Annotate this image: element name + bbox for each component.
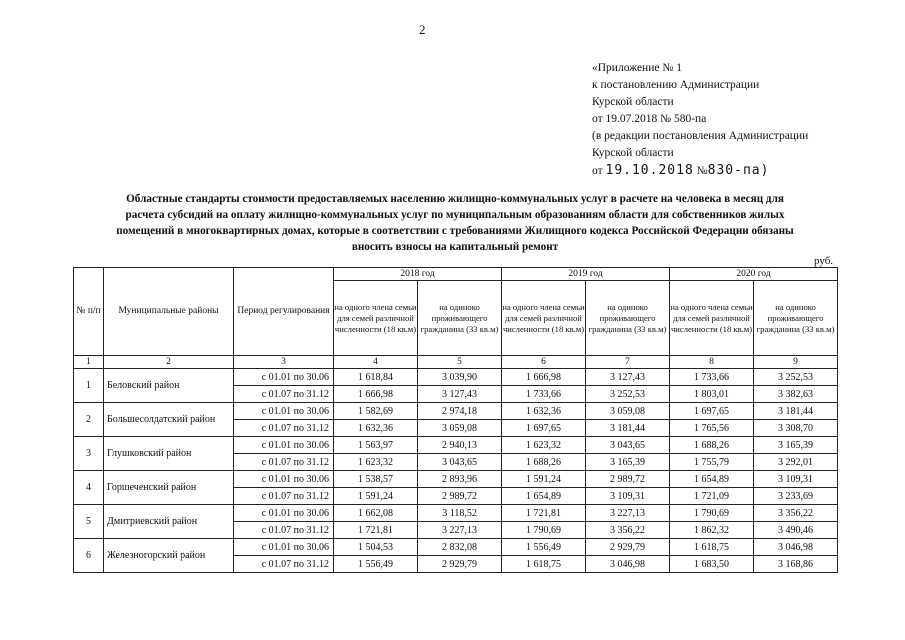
value-cell: 1 666,98 xyxy=(334,386,418,403)
header-per-single: на одиноко проживающего гражданина (33 кв.м) xyxy=(586,281,670,356)
value-cell: 1 790,69 xyxy=(670,505,754,522)
period-cell: с 01.01 по 30.06 xyxy=(234,505,334,522)
value-cell: 2 989,72 xyxy=(418,488,502,505)
value-cell: 1 721,09 xyxy=(670,488,754,505)
value-cell: 1 623,32 xyxy=(502,437,586,454)
row-number: 6 xyxy=(74,539,104,573)
value-cell: 1 733,66 xyxy=(670,369,754,386)
header-region: Муниципальные районы xyxy=(104,268,234,356)
value-cell: 3 109,31 xyxy=(754,471,838,488)
region-name: Глушковский район xyxy=(104,437,234,471)
value-cell: 1 618,84 xyxy=(334,369,418,386)
value-cell: 1 538,57 xyxy=(334,471,418,488)
value-cell: 1 654,89 xyxy=(670,471,754,488)
value-cell: 3 059,08 xyxy=(418,420,502,437)
value-cell: 1 683,50 xyxy=(670,556,754,573)
appendix-line: (в редакции постановления Администрации xyxy=(592,130,809,142)
value-cell: 1 618,75 xyxy=(670,539,754,556)
appendix-line: от 19.07.2018 № 580-па xyxy=(592,113,707,125)
header-per-member: на одного члена семьи для семей различной численности (18 кв.м) xyxy=(502,281,586,356)
period-cell: с 01.07 по 31.12 xyxy=(234,386,334,403)
currency-unit: руб. xyxy=(814,255,834,267)
title-line: вносить взносы на капитальный ремонт xyxy=(351,241,559,253)
value-cell: 1 556,49 xyxy=(502,539,586,556)
value-cell: 3 292,01 xyxy=(754,454,838,471)
value-cell: 1 666,98 xyxy=(502,369,586,386)
value-cell: 3 046,98 xyxy=(754,539,838,556)
period-cell: с 01.01 по 30.06 xyxy=(234,369,334,386)
value-cell: 3 109,31 xyxy=(586,488,670,505)
column-number-row xyxy=(74,356,838,369)
period-cell: с 01.07 по 31.12 xyxy=(234,454,334,471)
value-cell: 2 929,79 xyxy=(586,539,670,556)
value-cell: 3 181,44 xyxy=(754,403,838,420)
table-row xyxy=(74,505,838,522)
number-prefix: № xyxy=(696,165,708,177)
table-row xyxy=(74,437,838,454)
column-number: 8 xyxy=(670,356,754,369)
value-cell: 1 697,65 xyxy=(670,403,754,420)
row-number: 2 xyxy=(74,403,104,437)
value-cell: 2 832,08 xyxy=(418,539,502,556)
value-cell: 3 168,86 xyxy=(754,556,838,573)
value-cell: 1 862,32 xyxy=(670,522,754,539)
value-cell: 1 688,26 xyxy=(502,454,586,471)
title-line: расчета субсидий на оплату жилищно-коммунальных услуг по муниципальным образованиям области для собственников жилых xyxy=(125,209,785,221)
value-cell: 3 118,52 xyxy=(418,505,502,522)
value-cell: 3 252,53 xyxy=(754,369,838,386)
value-cell: 3 356,22 xyxy=(586,522,670,539)
value-cell: 1 765,56 xyxy=(670,420,754,437)
header-period: Период регулирования xyxy=(234,268,334,356)
period-cell: с 01.07 по 31.12 xyxy=(234,488,334,505)
value-cell: 1 591,24 xyxy=(502,471,586,488)
column-number: 7 xyxy=(586,356,670,369)
appendix-line: Курской области xyxy=(592,147,674,159)
value-cell: 3 382,63 xyxy=(754,386,838,403)
period-cell: с 01.01 по 30.06 xyxy=(234,403,334,420)
header-year-2020: 2020 год xyxy=(670,268,838,281)
value-cell: 2 974,18 xyxy=(418,403,502,420)
title-line: помещений в многоквартирных домах, которые в соответствии с требованиями Жилищного кодекса Российской Федерации обязаны xyxy=(116,225,794,237)
period-cell: с 01.01 по 30.06 xyxy=(234,437,334,454)
column-number: 5 xyxy=(418,356,502,369)
column-number: 3 xyxy=(234,356,334,369)
table-row xyxy=(74,403,838,420)
value-cell: 2 940,13 xyxy=(418,437,502,454)
value-cell: 1 632,36 xyxy=(502,403,586,420)
value-cell: 3 490,46 xyxy=(754,522,838,539)
value-cell: 1 721,81 xyxy=(334,522,418,539)
table-row xyxy=(74,471,838,488)
value-cell: 1 563,97 xyxy=(334,437,418,454)
appendix-line: «Приложение № 1 xyxy=(592,62,682,74)
value-cell: 1 790,69 xyxy=(502,522,586,539)
value-cell: 1 623,32 xyxy=(334,454,418,471)
value-cell: 3 059,08 xyxy=(586,403,670,420)
row-number: 5 xyxy=(74,505,104,539)
period-cell: с 01.07 по 31.12 xyxy=(234,420,334,437)
value-cell: 2 989,72 xyxy=(586,471,670,488)
column-number: 2 xyxy=(104,356,234,369)
period-cell: с 01.01 по 30.06 xyxy=(234,471,334,488)
value-cell: 3 308,70 xyxy=(754,420,838,437)
value-cell: 1 556,49 xyxy=(334,556,418,573)
value-cell: 1 582,69 xyxy=(334,403,418,420)
value-cell: 3 165,39 xyxy=(754,437,838,454)
value-cell: 2 929,79 xyxy=(418,556,502,573)
handwritten-date: 19.10.2018 xyxy=(605,163,694,178)
period-cell: с 01.07 по 31.12 xyxy=(234,556,334,573)
value-cell: 1 755,79 xyxy=(670,454,754,471)
value-cell: 3 227,13 xyxy=(586,505,670,522)
page-number: 2 xyxy=(419,22,426,37)
value-cell: 1 618,75 xyxy=(502,556,586,573)
appendix-date-line xyxy=(592,162,808,180)
value-cell: 3 181,44 xyxy=(586,420,670,437)
header-per-member: на одного члена семьи для семей различной численности (18 кв.м) xyxy=(670,281,754,356)
period-cell: с 01.01 по 30.06 xyxy=(234,539,334,556)
row-number: 1 xyxy=(74,369,104,403)
row-number: 3 xyxy=(74,437,104,471)
value-cell: 3 165,39 xyxy=(586,454,670,471)
date-prefix: от xyxy=(592,165,603,177)
value-cell: 3 039,90 xyxy=(418,369,502,386)
region-name: Горшеченский район xyxy=(104,471,234,505)
document-title xyxy=(75,191,835,255)
value-cell: 1 697,65 xyxy=(502,420,586,437)
handwritten-number: 830-па) xyxy=(707,163,770,178)
column-number: 9 xyxy=(754,356,838,369)
value-cell: 3 252,53 xyxy=(586,386,670,403)
value-cell: 2 893,96 xyxy=(418,471,502,488)
region-name: Беловский район xyxy=(104,369,234,403)
value-cell: 1 733,66 xyxy=(502,386,586,403)
row-number: 4 xyxy=(74,471,104,505)
value-cell: 3 127,43 xyxy=(586,369,670,386)
standards-table xyxy=(73,267,838,573)
value-cell: 1 591,24 xyxy=(334,488,418,505)
value-cell: 3 127,43 xyxy=(418,386,502,403)
value-cell: 3 356,22 xyxy=(754,505,838,522)
table-row xyxy=(74,539,838,556)
header-per-single: на одиноко проживающего гражданина (33 кв.м) xyxy=(754,281,838,356)
region-name: Железногорский район xyxy=(104,539,234,573)
period-cell: с 01.07 по 31.12 xyxy=(234,522,334,539)
value-cell: 3 046,98 xyxy=(586,556,670,573)
value-cell: 1 504,53 xyxy=(334,539,418,556)
title-line: Областные стандарты стоимости предоставляемых населению жилищно-коммунальных услуг в расчете на человека в месяц для xyxy=(126,193,784,205)
column-number: 1 xyxy=(74,356,104,369)
header-num: № п/п xyxy=(74,268,104,356)
value-cell: 3 043,65 xyxy=(418,454,502,471)
value-cell: 1 632,36 xyxy=(334,420,418,437)
value-cell: 3 043,65 xyxy=(586,437,670,454)
appendix-line: к постановлению Администрации xyxy=(592,79,760,91)
value-cell: 1 721,81 xyxy=(502,505,586,522)
table-row xyxy=(74,369,838,386)
appendix-block xyxy=(592,60,808,180)
value-cell: 3 227,13 xyxy=(418,522,502,539)
value-cell: 1 803,01 xyxy=(670,386,754,403)
column-number: 6 xyxy=(502,356,586,369)
region-name: Большесолдатский район xyxy=(104,403,234,437)
value-cell: 1 654,89 xyxy=(502,488,586,505)
header-year-2018: 2018 год xyxy=(334,268,502,281)
header-year-2019: 2019 год xyxy=(502,268,670,281)
value-cell: 3 233,69 xyxy=(754,488,838,505)
header-per-member: на одного члена семьи для семей различной численности (18 кв.м) xyxy=(334,281,418,356)
header-per-single: на одиноко проживающего гражданина (33 кв.м) xyxy=(418,281,502,356)
region-name: Дмитриевский район xyxy=(104,505,234,539)
appendix-line: Курской области xyxy=(592,96,674,108)
value-cell: 1 662,08 xyxy=(334,505,418,522)
value-cell: 1 688,26 xyxy=(670,437,754,454)
column-number: 4 xyxy=(334,356,418,369)
